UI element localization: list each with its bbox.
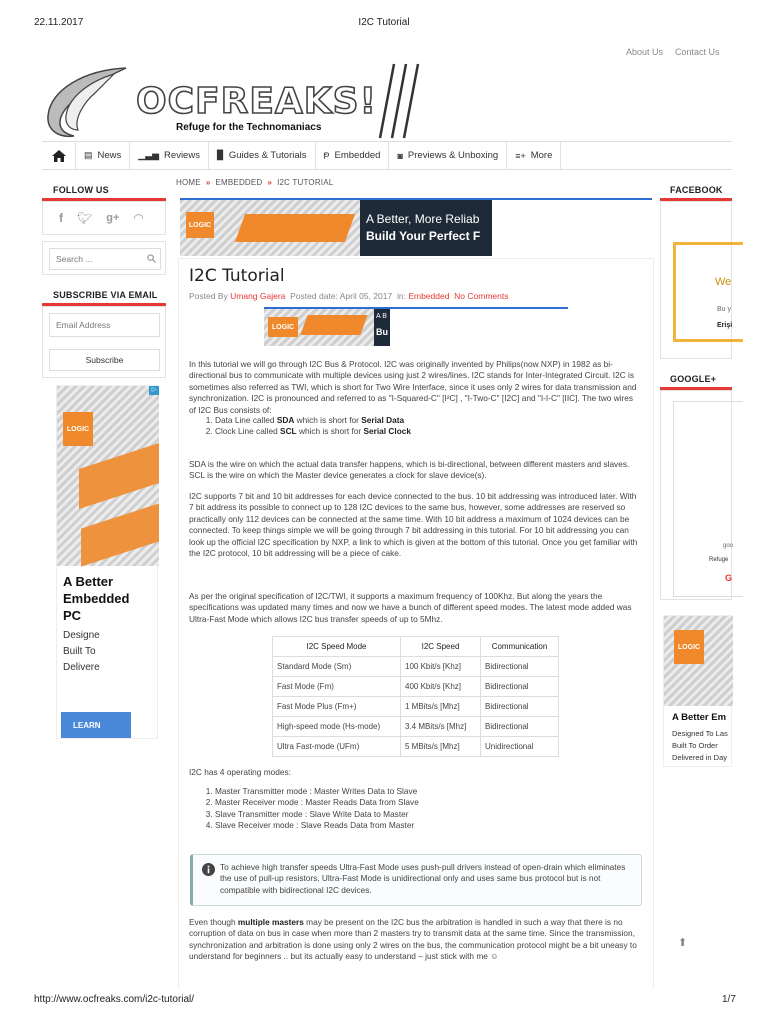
list-item: 2. Master Receiver mode : Master Reads Data from Slave <box>215 797 641 808</box>
news-icon: ▤ <box>84 150 93 160</box>
left-ad-logo: LOGIC <box>63 412 93 446</box>
info-icon <box>202 863 215 876</box>
twitter-icon[interactable]: 🐦︎ <box>77 211 93 225</box>
reviews-icon: ▁▃▅ <box>138 150 160 160</box>
sda-paragraph: SDA is the wire on which the actual data transfer happens, which is bi-directional, between different masters and slaves. SCL is the wire on which the Master device generates a clock for slave device(s). <box>189 459 630 481</box>
right-ad-headline: A Better Em <box>672 712 727 723</box>
email-field[interactable] <box>49 313 160 337</box>
speed-paragraph: As per the original specification of I2C/TWI, it supports a maximum frequency of 100Khz. But along the years the specifications was updated many times and now we have a bunch of different speed modes. The latest mode added was Ultra-Fast Mode which allows I2C bus transfer speeds of up to 5Mhz. <box>189 591 632 624</box>
list-item: 2. Clock Line called SCL which is short for Serial Clock <box>215 426 641 437</box>
contact-us-link[interactable]: Contact Us <box>675 47 720 57</box>
list-item: 1. Data Line called SDA which is short for Serial Data <box>215 415 641 426</box>
g-text-2: Refuge <box>709 557 729 563</box>
google-plus-icon[interactable]: g+ <box>106 212 120 224</box>
facebook-icon[interactable]: f <box>59 211 63 225</box>
modes-list <box>189 786 641 832</box>
left-ad-cta[interactable]: LEARN <box>61 712 131 738</box>
fb-text-3: Erişi <box>717 322 733 329</box>
search-icon[interactable] <box>147 254 156 263</box>
g-text-3[interactable]: G <box>725 573 733 583</box>
search-widget <box>42 241 166 275</box>
left-ad-headline: A Better Embedded PC <box>63 574 130 623</box>
breadcrumb-current: I2C TUTORIAL <box>277 178 334 187</box>
about-us-link[interactable]: About Us <box>626 47 664 57</box>
nav-embedded-label: Embedded <box>334 150 381 161</box>
email-placeholder: Email Address <box>56 320 111 330</box>
nav-reviews-label: Reviews <box>164 150 200 161</box>
page-title: I2C Tutorial <box>189 266 285 286</box>
home-icon <box>52 150 66 162</box>
facebook-widget <box>660 201 732 359</box>
banner-line-1: A Better, More Reliab <box>366 212 480 226</box>
nav-more[interactable] <box>507 142 561 169</box>
breadcrumb: HOME » EMBEDDED » I2C TUTORIAL <box>176 178 334 187</box>
banner-line-2: Build Your Perfect F <box>366 229 481 243</box>
logo-slashes-icon <box>374 62 424 140</box>
scroll-top-icon[interactable]: ⬆ <box>678 937 688 949</box>
subscribe-heading: SUBSCRIBE VIA EMAIL <box>53 290 158 300</box>
nav-guides-label: Guides & Tutorials <box>228 150 307 161</box>
table-header: Communication <box>481 637 559 657</box>
wires-list <box>189 415 641 438</box>
print-url: http://www.ocfreaks.com/i2c-tutorial/ <box>34 994 195 1005</box>
inline-ad-text-1: A B <box>376 313 387 320</box>
table-row: Fast Mode (Fm) 400 Kbit/s [Khz] Bidirectional <box>273 677 559 697</box>
inline-ad-text-2: Bu <box>376 327 388 337</box>
nav-reviews[interactable] <box>130 142 209 169</box>
main-nav <box>42 141 732 170</box>
fb-text-2: Bu y <box>717 306 732 313</box>
multi-master-paragraph: Even though multiple masters may be present on the I2C bus the arbitration is handled in such a way that there is no corruption of data on bus in case when more than 2 masters try to transmit data at the same time. Since the transmission, synchronization and arbitration is done using only 2 wires on the bus, the communication protocol might be a bit uneasy to understand for beginners .. but its actually easy to understand – just stick with me ☺ <box>189 917 637 962</box>
nav-embedded[interactable] <box>316 142 390 169</box>
ad-choices-icon[interactable]: ▷ <box>149 386 159 395</box>
banner-logo: LOGIC <box>186 212 214 238</box>
subscribe-button[interactable]: Subscribe <box>49 349 160 371</box>
more-icon: ≡+ <box>515 150 526 161</box>
modes-intro: I2C has 4 operating modes: <box>189 767 291 777</box>
camera-icon: ◙ <box>397 150 403 161</box>
guides-icon: ▉ <box>216 150 224 160</box>
info-note <box>190 854 642 906</box>
nav-news[interactable] <box>76 142 130 169</box>
table-row: Standard Mode (Sm) 100 Kbit/s [Khz] Bidirectional <box>273 657 559 677</box>
comments-link[interactable]: No Comments <box>454 291 509 301</box>
table-row: Ultra Fast-mode (UFm) 5 MBits/s [Mhz] Unidirectional <box>273 737 559 757</box>
info-note-text: To achieve high transfer speeds Ultra-Fast Mode uses push-pull drivers instead of open-drain which eliminates the use of pull-up resistors. Ultra-Fast Mode is unidirectional only and uses same bus protocol but is not compatible with bidirectional I2C devices. <box>220 862 626 895</box>
rss-icon[interactable]: ◠ <box>133 211 144 225</box>
addressing-paragraph: I2C supports 7 bit and 10 bit addresses for each device connected to the bus. 10 bit addressing was introduced later. With 7 bit address its possible to connect up to 128 I2C devices to the same bus, however, some addresses are reserved so practically only 112 devices can be connected at the same time. With 10 bit address a maximum of 1024 devices can be connected. To keep things simple we will be going through 7 bit addressing in this tutorial. For 10 bit addressing you can look up the official I2C specification by NXP, a link to which is given at the bottom of this tutorial. Once you get familiar with the I2C protocol, 10 bit addressing will be a piece of cake. <box>189 491 638 559</box>
follow-us-heading: FOLLOW US <box>53 185 109 195</box>
nav-previews-label: Previews & Unboxing <box>407 150 499 161</box>
list-item: 1. Master Transmitter mode : Master Writes Data to Slave <box>215 786 641 797</box>
print-page: 1/7 <box>722 994 736 1005</box>
subscribe-widget <box>42 306 166 378</box>
intro-paragraph: In this tutorial we will go through I2C Bus & Protocol. I2C was originally invented by Philips(now NXP) in 1982 as bi-directional bus to communicate with multiple devices using just 2 wires/lines. I2C stands for Inter-Integrated Circuit. I2C is sometimes also referred as TWI, which is short for Two Wire Interface, since it uses only 2 wires for data transmission and synchronization. I2C is pronounced and referred to as "I-Squared-C" [I²C] , "I-Two-C" [I2C] and "I-I-C" [IIC]. The two wires of I2C Bus consists of: <box>189 359 637 415</box>
speed-table <box>272 636 559 757</box>
top-links <box>614 42 720 60</box>
nav-news-label: News <box>97 150 122 161</box>
google-plus-heading: GOOGLE+ <box>670 374 717 384</box>
list-item: 3. Slave Transmitter mode : Slave Write Data to Master <box>215 809 641 820</box>
nav-previews[interactable] <box>389 142 507 169</box>
left-ad-sub: Designe Built To Delivere <box>63 630 100 673</box>
google-plus-widget <box>660 390 732 600</box>
table-header: I2C Speed <box>401 637 481 657</box>
author-link[interactable]: Umang Gajera <box>230 291 286 301</box>
facebook-heading: FACEBOOK <box>670 185 723 195</box>
embedded-icon: Ᵽ <box>323 150 330 161</box>
breadcrumb-home[interactable]: HOME <box>176 178 201 187</box>
logo-text: OCFREAKS! <box>136 81 378 122</box>
table-header: I2C Speed Mode <box>273 637 401 657</box>
inline-ad-logo: LOGIC <box>268 317 298 337</box>
social-icons <box>42 201 166 235</box>
nav-home[interactable] <box>42 142 76 169</box>
search-input[interactable] <box>49 248 161 270</box>
nav-more-label: More <box>530 150 553 161</box>
nav-guides[interactable] <box>209 142 316 169</box>
top-banner-ad[interactable] <box>180 198 652 254</box>
print-date: 22.11.2017 <box>34 17 84 28</box>
tagline: Refuge for the Technomaniacs <box>176 122 322 133</box>
list-item: 4. Slave Receiver mode : Slave Reads Data from Master <box>215 820 641 831</box>
post-meta: Posted By Umang Gajera Posted date: April 05, 2017 in: Embedded No Comments <box>189 291 509 301</box>
print-title: I2C Tutorial <box>358 17 410 28</box>
table-row: Fast Mode Plus (Fm+) 1 MBits/s [Mhz] Bidirectional <box>273 697 559 717</box>
site-logo[interactable] <box>44 62 384 142</box>
inline-ad[interactable] <box>264 307 568 344</box>
right-ad-logo: LOGIC <box>674 630 704 664</box>
left-ad[interactable] <box>56 385 158 739</box>
breadcrumb-embedded[interactable]: EMBEDDED <box>215 178 263 187</box>
fb-text-1: We <box>715 276 732 288</box>
right-ad-sub: Designed To Las Built To Order Delivered in Day <box>672 729 728 762</box>
category-link[interactable]: Embedded <box>408 291 450 301</box>
search-placeholder: Search ... <box>56 254 93 264</box>
table-header-row <box>273 637 559 657</box>
post-date: Posted date: April 05, 2017 <box>290 291 393 301</box>
table-row: High-speed mode (Hs-mode) 3.4 MBits/s [Mhz] Bidirectional <box>273 717 559 737</box>
logo-swoosh-icon <box>44 64 134 140</box>
right-ad[interactable] <box>663 615 732 767</box>
g-text-1: goo <box>723 543 734 549</box>
